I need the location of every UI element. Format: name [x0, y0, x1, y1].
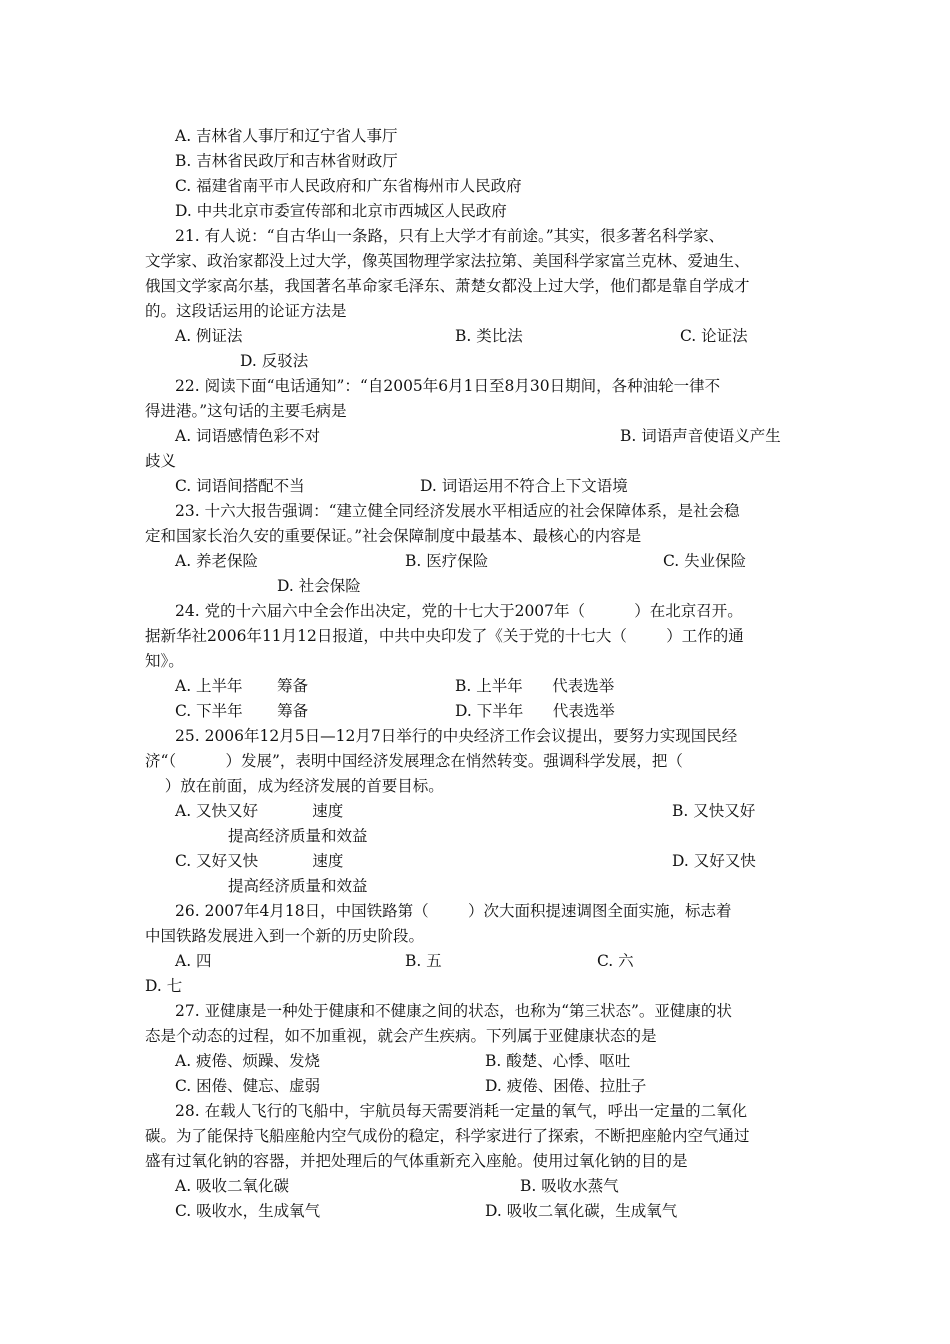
q25-stem-line: ）放在前面，成为经济发展的首要目标。: [145, 777, 444, 795]
q21-stem-line: 的。这段话运用的论证方法是: [145, 302, 347, 320]
q20-option-b: B. 吉林省民政厅和吉林省财政厅: [175, 152, 398, 170]
q24-option-d: D. 下半年 代表选举: [455, 702, 615, 720]
q22-option-d: D. 词语运用不符合上下文语境: [420, 477, 628, 495]
q21-option-c: C. 论证法: [680, 327, 748, 345]
q23-option-a: A. 养老保险: [175, 552, 259, 570]
q22-option-c: C. 词语间搭配不当: [175, 477, 305, 495]
q25-option-a-continued: 提高经济质量和效益: [228, 827, 368, 845]
q24-option-b: B. 上半年 代表选举: [455, 677, 615, 695]
q25-stem-line: 济“（ ）发展”，表明中国经济发展理念在悄然转变。强调科学发展，把（: [145, 752, 683, 770]
q23-stem-line: 定和国家长治久安的重要保证。”社会保障制度中最基本、最核心的内容是: [145, 527, 642, 545]
q22-option-a: A. 词语感情色彩不对: [175, 427, 321, 445]
q22-option-b-continued: 歧义: [145, 452, 177, 470]
q21-stem-line: 21. 有人说：“自古华山一条路，只有上大学才有前途。”其实，很多著名科学家、: [175, 227, 725, 245]
q28-stem-line: 盛有过氧化钠的容器，并把处理后的气体重新充入座舱。使用过氧化钠的目的是: [145, 1152, 688, 1170]
q23-stem-line: 23. 十六大报告强调：“建立健全同经济发展水平相适应的社会保障体系，是社会稳: [175, 502, 740, 520]
q20-option-a: A. 吉林省人事厅和辽宁省人事厅: [175, 127, 398, 145]
q27-option-d: D. 疲倦、困倦、拉肚子: [485, 1077, 647, 1095]
q25-option-a: A. 又快又好 速度: [175, 802, 344, 820]
q24-stem-line: 据新华社2006年11月12日报道，中共中央印发了《关于党的十七大（ ）工作的通: [145, 627, 744, 645]
q24-option-c: C. 下半年 筹备: [175, 702, 309, 720]
q21-option-a: A. 例证法: [175, 327, 243, 345]
q21-stem-line: 俄国文学家高尔基，我国著名革命家毛泽东、萧楚女都没上过大学，他们都是靠自学成才: [145, 277, 750, 295]
q23-option-c: C. 失业保险: [663, 552, 747, 570]
q22-stem-line: 22. 阅读下面“电话通知”：“自2005年6月1日至8月30日期间，各种油轮一律不: [175, 377, 721, 395]
q27-option-b: B. 酸楚、心悸、呕吐: [485, 1052, 631, 1070]
q27-option-a: A. 疲倦、烦躁、发烧: [175, 1052, 321, 1070]
q28-option-c: C. 吸收水，生成氧气: [175, 1202, 321, 1220]
q22-stem-line: 得进港。”这句话的主要毛病是: [145, 402, 347, 420]
q21-option-d: D. 反驳法: [240, 352, 309, 370]
q28-option-a: A. 吸收二氧化碳: [175, 1177, 290, 1195]
q27-option-c: C. 困倦、健忘、虚弱: [175, 1077, 321, 1095]
q25-stem-line: 25. 2006年12月5日—12月7日举行的中央经济工作会议提出，要努力实现国民经: [175, 727, 738, 745]
q21-stem-line: 文学家、政治家都没上过大学，像英国物理学家法拉第、美国科学家富兰克林、爱迪生、: [145, 252, 750, 270]
q26-option-c: C. 六: [597, 952, 634, 970]
q24-stem-line: 知》。: [145, 652, 184, 670]
q26-option-d: D. 七: [145, 977, 183, 995]
q21-option-b: B. 类比法: [455, 327, 523, 345]
q26-option-b: B. 五: [405, 952, 442, 970]
q25-option-b: B. 又快又好: [672, 802, 756, 820]
q26-option-a: A. 四: [175, 952, 212, 970]
q24-option-a: A. 上半年 筹备: [175, 677, 309, 695]
q27-stem-line: 态是个动态的过程，如不加重视，就会产生疾病。下列属于亚健康状态的是: [145, 1027, 657, 1045]
q25-option-d: D. 又好又快: [672, 852, 756, 870]
q20-option-c: C. 福建省南平市人民政府和广东省梅州市人民政府: [175, 177, 522, 195]
q20-option-d: D. 中共北京市委宣传部和北京市西城区人民政府: [175, 202, 507, 220]
q23-option-d: D. 社会保险: [277, 577, 361, 595]
q26-stem-line: 26. 2007年4月18日，中国铁路第（ ）次大面积提速调图全面实施，标志着: [175, 902, 732, 920]
q28-option-d: D. 吸收二氧化碳，生成氧气: [485, 1202, 678, 1220]
q22-option-b: B. 词语声音使语义产生: [620, 427, 781, 445]
q28-option-b: B. 吸收水蒸气: [520, 1177, 619, 1195]
q25-option-c: C. 又好又快 速度: [175, 852, 344, 870]
q26-stem-line: 中国铁路发展进入到一个新的历史阶段。: [145, 927, 425, 945]
q28-stem-line: 28. 在载人飞行的飞船中，宇航员每天需要消耗一定量的氧气，呼出一定量的二氧化: [175, 1102, 748, 1120]
q24-stem-line: 24. 党的十六届六中全会作出决定，党的十七大于2007年（ ）在北京召开。: [175, 602, 743, 620]
q27-stem-line: 27. 亚健康是一种处于健康和不健康之间的状态，也称为“第三状态”。亚健康的状: [175, 1002, 732, 1020]
q23-option-b: B. 医疗保险: [405, 552, 489, 570]
q25-option-c-continued: 提高经济质量和效益: [228, 877, 368, 895]
q28-stem-line: 碳。为了能保持飞船座舱内空气成份的稳定，科学家进行了探索，不断把座舱内空气通过: [145, 1127, 750, 1145]
